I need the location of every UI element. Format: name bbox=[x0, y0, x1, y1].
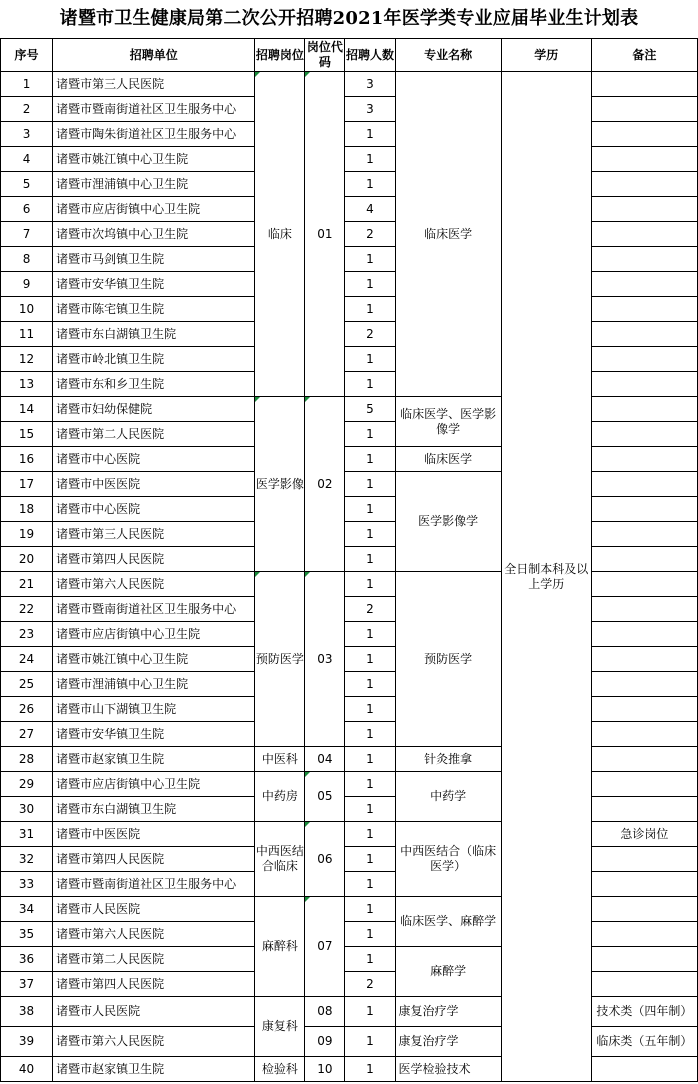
row-number: 27 bbox=[1, 722, 53, 747]
table-row bbox=[1, 747, 698, 772]
note-cell bbox=[591, 972, 697, 997]
header-edu: 学历 bbox=[501, 39, 591, 72]
code-cell: 05 bbox=[305, 772, 345, 822]
count-cell: 1 bbox=[345, 822, 395, 847]
post-cell: 临床 bbox=[255, 72, 305, 397]
note-cell bbox=[591, 372, 697, 397]
table-row bbox=[1, 522, 698, 547]
note-cell bbox=[591, 322, 697, 347]
count-cell: 1 bbox=[345, 347, 395, 372]
note-cell: 急诊岗位 bbox=[591, 822, 697, 847]
unit-cell: 诸暨市东和乡卫生院 bbox=[53, 372, 255, 397]
code-cell: 04 bbox=[305, 747, 345, 772]
count-cell: 1 bbox=[345, 647, 395, 672]
code-cell: 07 bbox=[305, 897, 345, 997]
row-number: 8 bbox=[1, 247, 53, 272]
note-cell bbox=[591, 947, 697, 972]
unit-cell: 诸暨市东白湖镇卫生院 bbox=[53, 797, 255, 822]
code-cell: 01 bbox=[305, 72, 345, 397]
row-number: 33 bbox=[1, 872, 53, 897]
major-cell: 临床医学、医学影像学 bbox=[395, 397, 501, 447]
row-number: 26 bbox=[1, 697, 53, 722]
unit-cell: 诸暨市岭北镇卫生院 bbox=[53, 347, 255, 372]
major-cell: 康复治疗学 bbox=[395, 997, 501, 1027]
table-row bbox=[1, 97, 698, 122]
count-cell: 1 bbox=[345, 722, 395, 747]
unit-cell: 诸暨市第六人民医院 bbox=[53, 572, 255, 597]
note-cell bbox=[591, 772, 697, 797]
row-number: 16 bbox=[1, 447, 53, 472]
count-cell: 2 bbox=[345, 597, 395, 622]
unit-cell: 诸暨市妇幼保健院 bbox=[53, 397, 255, 422]
table-row bbox=[1, 872, 698, 897]
count-cell: 1 bbox=[345, 947, 395, 972]
count-cell: 1 bbox=[345, 172, 395, 197]
row-number: 39 bbox=[1, 1027, 53, 1057]
count-cell: 4 bbox=[345, 197, 395, 222]
row-number: 23 bbox=[1, 622, 53, 647]
post-cell: 中药房 bbox=[255, 772, 305, 822]
note-cell bbox=[591, 1057, 697, 1082]
row-number: 40 bbox=[1, 1057, 53, 1082]
note-cell bbox=[591, 897, 697, 922]
post-cell: 检验科 bbox=[255, 1057, 305, 1082]
unit-cell: 诸暨市暨南街道社区卫生服务中心 bbox=[53, 872, 255, 897]
unit-cell: 诸暨市安华镇卫生院 bbox=[53, 272, 255, 297]
note-cell bbox=[591, 747, 697, 772]
count-cell: 1 bbox=[345, 997, 395, 1027]
unit-cell: 诸暨市第三人民医院 bbox=[53, 72, 255, 97]
unit-cell: 诸暨市陶朱街道社区卫生服务中心 bbox=[53, 122, 255, 147]
count-cell: 1 bbox=[345, 897, 395, 922]
major-cell: 临床医学、麻醉学 bbox=[395, 897, 501, 947]
code-cell: 03 bbox=[305, 572, 345, 747]
note-cell bbox=[591, 922, 697, 947]
header-row bbox=[1, 39, 698, 72]
count-cell: 1 bbox=[345, 497, 395, 522]
unit-cell: 诸暨市马剑镇卫生院 bbox=[53, 247, 255, 272]
row-number: 18 bbox=[1, 497, 53, 522]
row-number: 13 bbox=[1, 372, 53, 397]
row-number: 30 bbox=[1, 797, 53, 822]
count-cell: 1 bbox=[345, 672, 395, 697]
header-count: 招聘人数 bbox=[345, 39, 395, 72]
row-number: 3 bbox=[1, 122, 53, 147]
table-row bbox=[1, 372, 698, 397]
count-cell: 1 bbox=[345, 697, 395, 722]
table-row bbox=[1, 197, 698, 222]
count-cell: 1 bbox=[345, 372, 395, 397]
row-number: 37 bbox=[1, 972, 53, 997]
row-number: 29 bbox=[1, 772, 53, 797]
row-number: 11 bbox=[1, 322, 53, 347]
code-cell: 09 bbox=[305, 1027, 345, 1057]
table-row bbox=[1, 397, 698, 422]
major-cell: 临床医学 bbox=[395, 72, 501, 397]
count-cell: 1 bbox=[345, 1027, 395, 1057]
count-cell: 1 bbox=[345, 472, 395, 497]
count-cell: 1 bbox=[345, 772, 395, 797]
table-row bbox=[1, 472, 698, 497]
row-number: 21 bbox=[1, 572, 53, 597]
unit-cell: 诸暨市人民医院 bbox=[53, 897, 255, 922]
unit-cell: 诸暨市应店街镇中心卫生院 bbox=[53, 622, 255, 647]
unit-cell: 诸暨市人民医院 bbox=[53, 997, 255, 1027]
note-cell bbox=[591, 797, 697, 822]
table-row bbox=[1, 1057, 698, 1082]
count-cell: 1 bbox=[345, 847, 395, 872]
table-row bbox=[1, 297, 698, 322]
post-cell: 中医科 bbox=[255, 747, 305, 772]
row-number: 4 bbox=[1, 147, 53, 172]
note-cell bbox=[591, 722, 697, 747]
table-row bbox=[1, 272, 698, 297]
note-cell bbox=[591, 497, 697, 522]
note-cell bbox=[591, 697, 697, 722]
note-cell bbox=[591, 472, 697, 497]
unit-cell: 诸暨市赵家镇卫生院 bbox=[53, 1057, 255, 1082]
code-cell: 06 bbox=[305, 822, 345, 897]
count-cell: 1 bbox=[345, 447, 395, 472]
recruitment-table bbox=[0, 38, 698, 1082]
table-row bbox=[1, 722, 698, 747]
unit-cell: 诸暨市第三人民医院 bbox=[53, 522, 255, 547]
header-post: 招聘岗位 bbox=[255, 39, 305, 72]
note-cell bbox=[591, 572, 697, 597]
count-cell: 1 bbox=[345, 1057, 395, 1082]
note-cell bbox=[591, 422, 697, 447]
count-cell: 1 bbox=[345, 547, 395, 572]
table-row bbox=[1, 797, 698, 822]
table-row bbox=[1, 347, 698, 372]
table-row bbox=[1, 122, 698, 147]
note-cell bbox=[591, 522, 697, 547]
post-cell: 预防医学 bbox=[255, 572, 305, 747]
unit-cell: 诸暨市姚江镇中心卫生院 bbox=[53, 147, 255, 172]
row-number: 25 bbox=[1, 672, 53, 697]
unit-cell: 诸暨市陈宅镇卫生院 bbox=[53, 297, 255, 322]
note-cell bbox=[591, 597, 697, 622]
note-cell bbox=[591, 122, 697, 147]
row-number: 2 bbox=[1, 97, 53, 122]
count-cell: 1 bbox=[345, 622, 395, 647]
count-cell: 3 bbox=[345, 72, 395, 97]
row-number: 34 bbox=[1, 897, 53, 922]
header-note: 备注 bbox=[591, 39, 697, 72]
major-cell: 预防医学 bbox=[395, 572, 501, 747]
unit-cell: 诸暨市第四人民医院 bbox=[53, 547, 255, 572]
count-cell: 3 bbox=[345, 97, 395, 122]
code-cell: 02 bbox=[305, 397, 345, 572]
unit-cell: 诸暨市姚江镇中心卫生院 bbox=[53, 647, 255, 672]
note-cell bbox=[591, 647, 697, 672]
code-cell: 10 bbox=[305, 1057, 345, 1082]
row-number: 32 bbox=[1, 847, 53, 872]
row-number: 17 bbox=[1, 472, 53, 497]
count-cell: 1 bbox=[345, 922, 395, 947]
row-number: 31 bbox=[1, 822, 53, 847]
header-no: 序号 bbox=[1, 39, 53, 72]
major-cell: 临床医学 bbox=[395, 447, 501, 472]
table-row bbox=[1, 972, 698, 997]
note-cell bbox=[591, 547, 697, 572]
table-row bbox=[1, 922, 698, 947]
count-cell: 1 bbox=[345, 747, 395, 772]
unit-cell: 诸暨市第四人民医院 bbox=[53, 847, 255, 872]
note-cell bbox=[591, 247, 697, 272]
table-row bbox=[1, 497, 698, 522]
count-cell: 1 bbox=[345, 797, 395, 822]
unit-cell: 诸暨市安华镇卫生院 bbox=[53, 722, 255, 747]
unit-cell: 诸暨市应店街镇中心卫生院 bbox=[53, 772, 255, 797]
table-row bbox=[1, 997, 698, 1027]
row-number: 22 bbox=[1, 597, 53, 622]
table-row bbox=[1, 322, 698, 347]
count-cell: 1 bbox=[345, 247, 395, 272]
note-cell bbox=[591, 622, 697, 647]
table-row bbox=[1, 597, 698, 622]
header-code: 岗位代码 bbox=[305, 39, 345, 72]
table-row bbox=[1, 1027, 698, 1057]
count-cell: 1 bbox=[345, 422, 395, 447]
unit-cell: 诸暨市东白湖镇卫生院 bbox=[53, 322, 255, 347]
note-cell: 技术类（四年制） bbox=[591, 997, 697, 1027]
table-row bbox=[1, 447, 698, 472]
table-row bbox=[1, 172, 698, 197]
note-cell bbox=[591, 147, 697, 172]
table-row bbox=[1, 547, 698, 572]
table-row bbox=[1, 72, 698, 97]
row-number: 36 bbox=[1, 947, 53, 972]
row-number: 28 bbox=[1, 747, 53, 772]
table-row bbox=[1, 822, 698, 847]
unit-cell: 诸暨市第六人民医院 bbox=[53, 1027, 255, 1057]
unit-cell: 诸暨市第四人民医院 bbox=[53, 972, 255, 997]
table-row bbox=[1, 697, 698, 722]
table-row bbox=[1, 622, 698, 647]
unit-cell: 诸暨市赵家镇卫生院 bbox=[53, 747, 255, 772]
unit-cell: 诸暨市第二人民医院 bbox=[53, 422, 255, 447]
table-row bbox=[1, 422, 698, 447]
row-number: 12 bbox=[1, 347, 53, 372]
count-cell: 1 bbox=[345, 872, 395, 897]
unit-cell: 诸暨市第六人民医院 bbox=[53, 922, 255, 947]
major-cell: 针灸推拿 bbox=[395, 747, 501, 772]
unit-cell: 诸暨市暨南街道社区卫生服务中心 bbox=[53, 597, 255, 622]
unit-cell: 诸暨市中医医院 bbox=[53, 822, 255, 847]
note-cell bbox=[591, 72, 697, 97]
unit-cell: 诸暨市中心医院 bbox=[53, 497, 255, 522]
table-row bbox=[1, 247, 698, 272]
row-number: 10 bbox=[1, 297, 53, 322]
table-row bbox=[1, 897, 698, 922]
row-number: 7 bbox=[1, 222, 53, 247]
note-cell bbox=[591, 397, 697, 422]
table-row bbox=[1, 672, 698, 697]
row-number: 14 bbox=[1, 397, 53, 422]
table-row bbox=[1, 572, 698, 597]
unit-cell: 诸暨市中医医院 bbox=[53, 472, 255, 497]
page-title: 诸暨市卫生健康局第二次公开招聘2021年医学类专业应届毕业生计划表 bbox=[59, 8, 639, 29]
table-row bbox=[1, 947, 698, 972]
note-cell: 临床类（五年制） bbox=[591, 1027, 697, 1057]
major-cell: 中药学 bbox=[395, 772, 501, 822]
note-cell bbox=[591, 172, 697, 197]
note-cell bbox=[591, 222, 697, 247]
count-cell: 1 bbox=[345, 272, 395, 297]
count-cell: 1 bbox=[345, 297, 395, 322]
count-cell: 2 bbox=[345, 322, 395, 347]
unit-cell: 诸暨市山下湖镇卫生院 bbox=[53, 697, 255, 722]
major-cell: 康复治疗学 bbox=[395, 1027, 501, 1057]
count-cell: 1 bbox=[345, 122, 395, 147]
row-number: 1 bbox=[1, 72, 53, 97]
note-cell bbox=[591, 447, 697, 472]
note-cell bbox=[591, 847, 697, 872]
unit-cell: 诸暨市浬浦镇中心卫生院 bbox=[53, 672, 255, 697]
unit-cell: 诸暨市第二人民医院 bbox=[53, 947, 255, 972]
note-cell bbox=[591, 672, 697, 697]
post-cell: 中西医结合临床 bbox=[255, 822, 305, 897]
header-major: 专业名称 bbox=[395, 39, 501, 72]
note-cell bbox=[591, 272, 697, 297]
major-cell: 麻醉学 bbox=[395, 947, 501, 997]
unit-cell: 诸暨市次坞镇中心卫生院 bbox=[53, 222, 255, 247]
row-number: 19 bbox=[1, 522, 53, 547]
row-number: 9 bbox=[1, 272, 53, 297]
unit-cell: 诸暨市暨南街道社区卫生服务中心 bbox=[53, 97, 255, 122]
note-cell bbox=[591, 97, 697, 122]
post-cell: 医学影像 bbox=[255, 397, 305, 572]
table-row bbox=[1, 847, 698, 872]
row-number: 24 bbox=[1, 647, 53, 672]
note-cell bbox=[591, 872, 697, 897]
row-number: 38 bbox=[1, 997, 53, 1027]
major-cell: 医学影像学 bbox=[395, 472, 501, 572]
row-number: 15 bbox=[1, 422, 53, 447]
count-cell: 2 bbox=[345, 972, 395, 997]
unit-cell: 诸暨市应店街镇中心卫生院 bbox=[53, 197, 255, 222]
count-cell: 1 bbox=[345, 147, 395, 172]
education-cell: 全日制本科及以上学历 bbox=[501, 72, 591, 1082]
note-cell bbox=[591, 197, 697, 222]
header-unit: 招聘单位 bbox=[53, 39, 255, 72]
unit-cell: 诸暨市中心医院 bbox=[53, 447, 255, 472]
note-cell bbox=[591, 347, 697, 372]
table-row bbox=[1, 147, 698, 172]
code-cell: 08 bbox=[305, 997, 345, 1027]
major-cell: 中西医结合（临床医学） bbox=[395, 822, 501, 897]
table-row bbox=[1, 222, 698, 247]
count-cell: 2 bbox=[345, 222, 395, 247]
major-cell: 医学检验技术 bbox=[395, 1057, 501, 1082]
row-number: 6 bbox=[1, 197, 53, 222]
post-cell: 康复科 bbox=[255, 997, 305, 1057]
row-number: 35 bbox=[1, 922, 53, 947]
count-cell: 1 bbox=[345, 572, 395, 597]
table-row bbox=[1, 772, 698, 797]
unit-cell: 诸暨市浬浦镇中心卫生院 bbox=[53, 172, 255, 197]
table-row bbox=[1, 647, 698, 672]
post-cell: 麻醉科 bbox=[255, 897, 305, 997]
row-number: 20 bbox=[1, 547, 53, 572]
count-cell: 1 bbox=[345, 522, 395, 547]
note-cell bbox=[591, 297, 697, 322]
row-number: 5 bbox=[1, 172, 53, 197]
count-cell: 5 bbox=[345, 397, 395, 422]
